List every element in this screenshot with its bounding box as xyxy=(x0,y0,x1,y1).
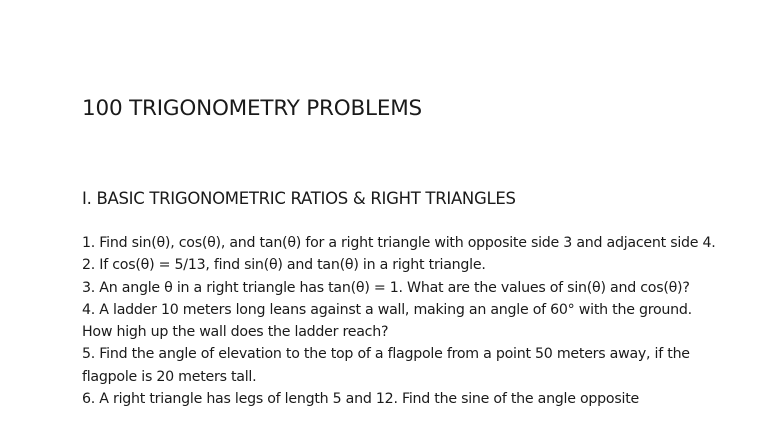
problem-item: 6. A right triangle has legs of length 5 and 12. Find the sine of the angle opposite xyxy=(82,391,639,408)
problem-list xyxy=(82,232,722,410)
problem-item: 2. If cos(θ) = 5/13, find sin(θ) and tan(θ) in a right triangle. xyxy=(82,257,486,274)
problem-item: 3. An angle θ in a right triangle has tan(θ) = 1. What are the values of sin(θ) and cos(θ)? xyxy=(82,279,690,296)
problem-item: 5. Find the angle of elevation to the top of a flagpole from a point 50 meters away, if the flagpole is 20 meters tall. xyxy=(82,346,690,385)
problem-item: 1. Find sin(θ), cos(θ), and tan(θ) for a right triangle with opposite side 3 and adjacent side 4. xyxy=(82,235,716,251)
problem-item: 4. A ladder 10 meters long leans against a wall, making an angle of 60° with the ground. How high up the wall does the ladder reach? xyxy=(82,301,692,341)
section-heading: I. BASIC TRIGONOMETRIC RATIOS & RIGHT TRIANGLES xyxy=(82,189,516,208)
document-title: 100 TRIGONOMETRY PROBLEMS xyxy=(82,96,423,121)
